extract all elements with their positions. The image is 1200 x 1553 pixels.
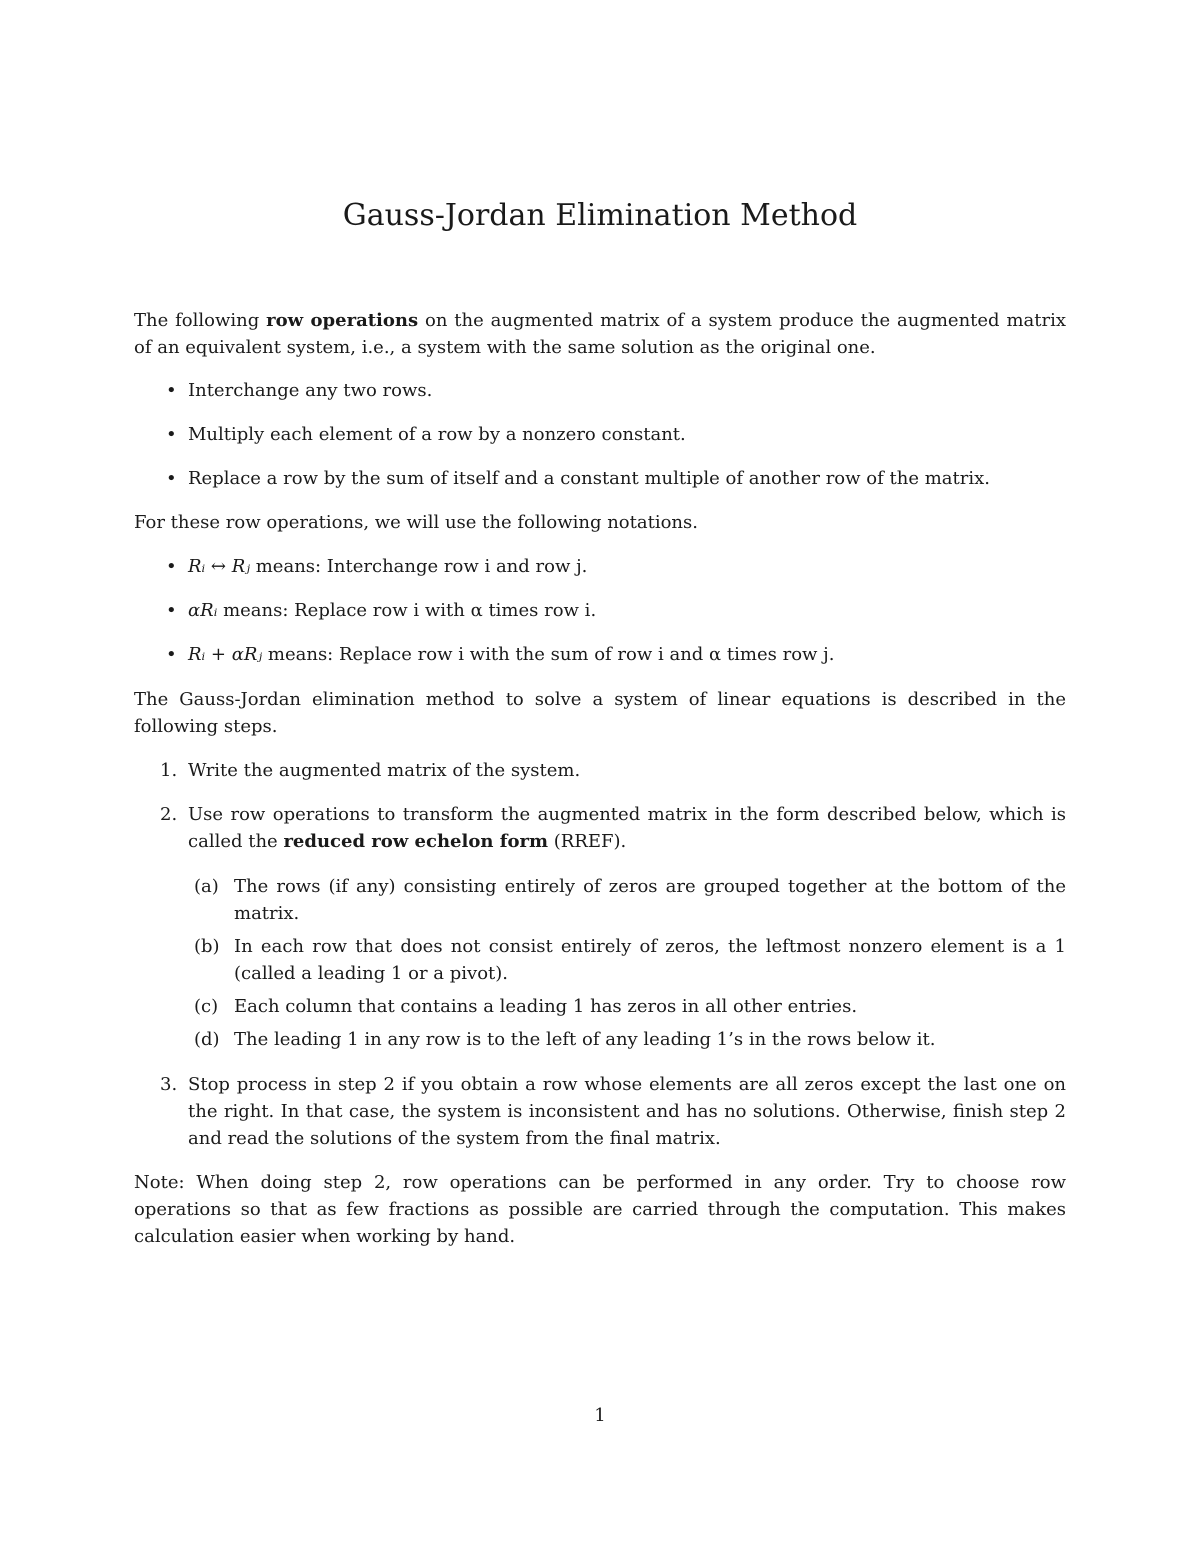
condition-label: (c) bbox=[194, 996, 219, 1017]
list-item bbox=[134, 421, 1066, 448]
notation-intro-text: For these row operations, we will use the following notations. bbox=[134, 512, 698, 533]
page-title: Gauss-Jordan Elimination Method bbox=[342, 198, 858, 233]
step-text-post: (RREF). bbox=[548, 831, 627, 852]
list-item bbox=[134, 641, 1066, 668]
bullet-icon: • bbox=[166, 468, 177, 489]
step-number: 2. bbox=[160, 804, 178, 825]
intro-post: on the augmented matrix of a system produce the augmented matrix of an equivalent system, i.e., a system with the same solution as the original one. bbox=[134, 310, 1067, 358]
note-paragraph bbox=[134, 1169, 1066, 1250]
bullet-icon: • bbox=[166, 600, 177, 621]
bullet-icon: • bbox=[166, 556, 177, 577]
rref-term: reduced row echelon form bbox=[283, 831, 548, 852]
notation-description: means: Replace row i with the sum of row i and α times row j. bbox=[262, 644, 835, 665]
row-operation-text: Interchange any two rows. bbox=[188, 380, 433, 401]
notation-expression: Rᵢ + αRⱼ bbox=[188, 644, 263, 665]
notation-expression: Rᵢ ↔ Rⱼ bbox=[188, 556, 251, 577]
list-item bbox=[134, 377, 1066, 404]
step-number: 1. bbox=[160, 760, 178, 781]
intro-bold-term: row operations bbox=[266, 310, 419, 331]
step-three-block bbox=[134, 1071, 1066, 1169]
condition-text: Each column that contains a leading 1 has zeros in all other entries. bbox=[234, 996, 858, 1017]
notation-description: means: Interchange row i and row j. bbox=[250, 556, 588, 577]
step-item bbox=[134, 1071, 1066, 1152]
condition-label: (a) bbox=[194, 876, 219, 897]
row-operation-text: Replace a row by the sum of itself and a constant multiple of another row of the matrix. bbox=[188, 468, 990, 489]
condition-text: The leading 1 in any row is to the left of any leading 1’s in the rows below it. bbox=[234, 1029, 936, 1050]
intro-paragraph bbox=[134, 307, 1066, 361]
bullet-icon: • bbox=[166, 424, 177, 445]
note-text: Note: When doing step 2, row operations can be performed in any order. Try to choose row operations so that as few fractions as possible are carried through the computation. This makes calculation easier when working by hand. bbox=[134, 1172, 1066, 1247]
condition-label: (d) bbox=[194, 1029, 220, 1050]
list-item bbox=[134, 465, 1066, 492]
step-item bbox=[134, 801, 1066, 1053]
condition-label: (b) bbox=[194, 936, 220, 957]
condition-item bbox=[188, 933, 1066, 987]
row-operations-list bbox=[134, 377, 1066, 509]
notation-description: means: Replace row i with α times row i. bbox=[217, 600, 597, 621]
bullet-icon: • bbox=[166, 644, 177, 665]
step-number: 3. bbox=[160, 1074, 178, 1095]
rref-conditions-list bbox=[188, 873, 1066, 1053]
notations-list bbox=[134, 553, 1066, 685]
step-item bbox=[134, 757, 1066, 784]
method-intro-paragraph bbox=[134, 686, 1066, 740]
notation-expression: αRᵢ bbox=[188, 600, 218, 621]
step-text-pre: Use row operations to transform the augmented matrix in the form described below, which is called the bbox=[188, 804, 1066, 852]
page-number: 1 bbox=[594, 1405, 606, 1426]
condition-text: The rows (if any) consisting entirely of zeros are grouped together at the bottom of the matrix. bbox=[234, 876, 1066, 924]
condition-item bbox=[188, 1026, 1066, 1053]
steps-list bbox=[134, 757, 1066, 1070]
condition-item bbox=[188, 873, 1066, 927]
notation-intro-paragraph bbox=[134, 509, 1066, 536]
method-intro-text: The Gauss-Jordan elimination method to solve a system of linear equations is described in the following steps. bbox=[134, 689, 1066, 737]
step-text: Write the augmented matrix of the system. bbox=[188, 760, 581, 781]
condition-item bbox=[188, 993, 1066, 1020]
intro-pre: The following bbox=[134, 310, 267, 331]
bullet-icon: • bbox=[166, 380, 177, 401]
step-text: Stop process in step 2 if you obtain a row whose elements are all zeros except the last one on the right. In that case, the system is inconsistent and has no solutions. Otherwise, finish step 2 and read the solutions of the system from the final matrix. bbox=[188, 1074, 1066, 1149]
list-item bbox=[134, 597, 1066, 624]
row-operation-text: Multiply each element of a row by a nonzero constant. bbox=[188, 424, 686, 445]
list-item bbox=[134, 553, 1066, 580]
condition-text: In each row that does not consist entirely of zeros, the leftmost nonzero element is a 1 (called a leading 1 or a pivot). bbox=[234, 936, 1066, 984]
